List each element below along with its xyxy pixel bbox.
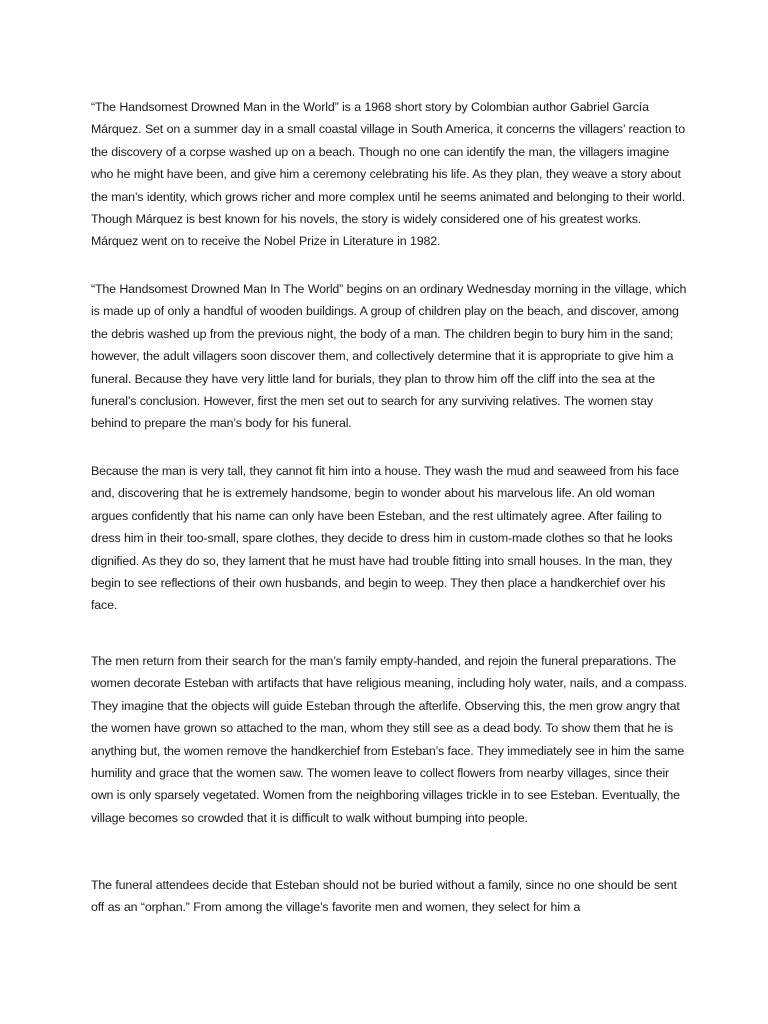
paragraph-funeral-family: The funeral attendees decide that Esteban should not be buried without a family, since no one should be sent off as an “orphan.” From among the village’s favorite men and women, they select for him a [91,878,677,915]
paragraph-men-return: The men return from their search for the man’s family empty-handed, and rejoin the funeral preparations. The women decorate Esteban with artifacts that have religious meaning, including holy water, nails, and a compass. They imagine that the objects will guide Esteban through the afterlife. Observing this, the men grow angry that the women have grown so attached to the man, whom they still see as a dead body. To show them that he is anything but, the women remove the handkerchief from Esteban’s face. They immediately see in him the same humility and grace that the women saw. The women leave to collect flowers from nearby villages, since their own is only sparsely vegetated. Women from the neighboring villages trickle in to see Esteban. Eventually, the village becomes so crowded that it is difficult to walk without bumping into people. [91,654,688,825]
paragraph-plot-beginning: “The Handsomest Drowned Man In The World” begins on an ordinary Wednesday morning in the village, which is made up of only a handful of wooden buildings. A group of children play on the beach, and discover, among the debris washed up from the previous night, the body of a man. The children begin to bury him in the sand; however, the adult villagers soon discover them, and collectively determine that it is appropriate to give him a funeral. Because they have very little land for burials, they plan to throw him off the cliff into the sea at the funeral’s conclusion. However, first the men set out to search for any surviving relatives. The women stay behind to prepare the man’s body for his funeral. [91,282,687,431]
paragraph-intro: “The Handsomest Drowned Man in the World” is a 1968 short story by Colombian author Gabriel García Márquez. Set on a summer day in a small coastal village in South America, it concerns the villagers’ reaction to the discovery of a corpse washed up on a beach. Though no one can identify the man, the villagers imagine who he might have been, and give him a ceremony celebrating his life. As they plan, they weave a story about the man’s identity, which grows richer and more complex until he seems animated and belonging to their world. Though Márquez is best known for his novels, the story is widely considered one of his greatest works. Márquez went on to receive the Nobel Prize in Literature in 1982. [91,100,686,249]
paragraph-women-prepare: Because the man is very tall, they cannot fit him into a house. They wash the mud and seaweed from his face and, discovering that he is extremely handsome, begin to wonder about his marvelous life. An old woman argues confidently that his name can only have been Esteban, and the rest ultimately agree. After failing to dress him in their too-small, spare clothes, they decide to dress him in custom-made clothes so that he looks dignified. As they do so, they lament that he must have had trouble fitting into small houses. In the man, they begin to see reflections of their own husbands, and begin to weep. They then place a handkerchief over his face. [91,464,679,613]
